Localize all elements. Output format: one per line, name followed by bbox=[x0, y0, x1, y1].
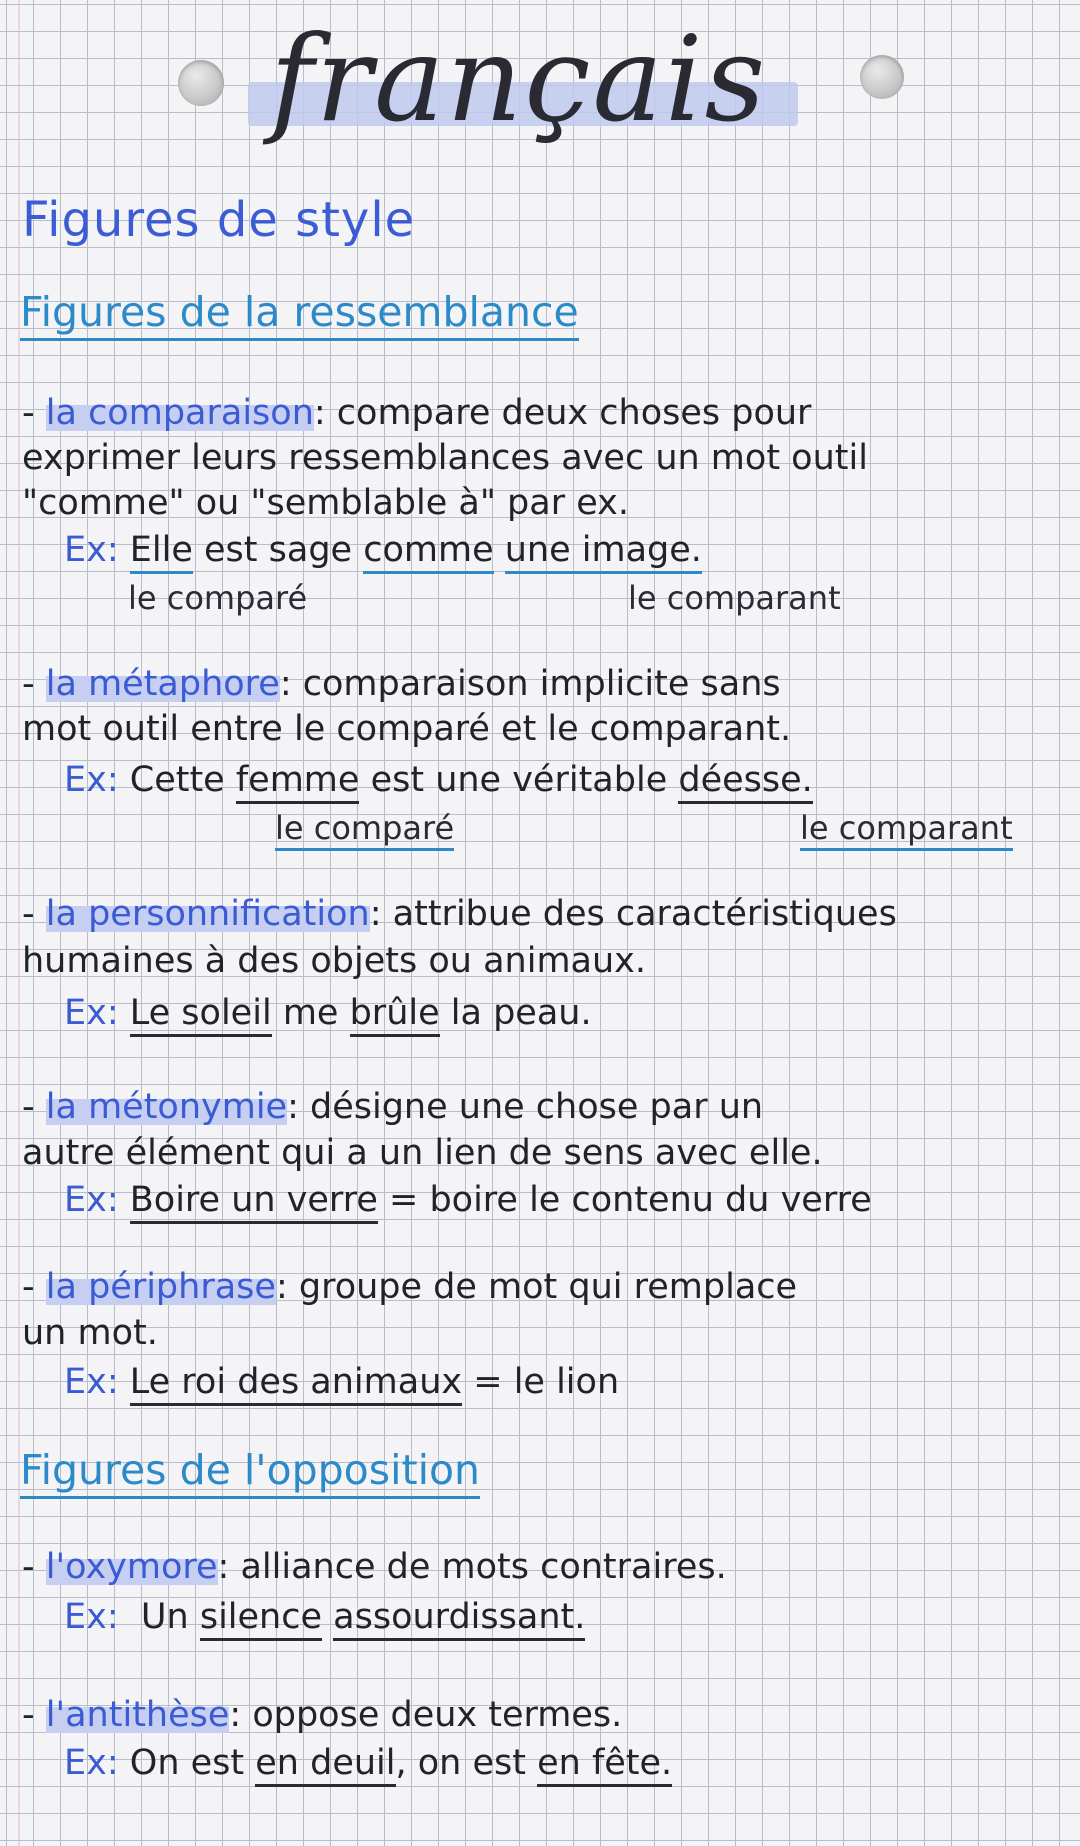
term-metaphore: la métaphore bbox=[45, 664, 280, 704]
definition-line: "comme" ou "semblable à" par ex. bbox=[22, 483, 629, 523]
term-antithese: l'antithèse bbox=[45, 1695, 230, 1735]
punch-hole-left bbox=[178, 60, 224, 106]
label-comparant: le comparant bbox=[628, 579, 841, 617]
definition-line: autre élément qui a un lien de sens avec elle. bbox=[22, 1133, 823, 1173]
page-title: français bbox=[270, 10, 768, 148]
label-compare: le comparé bbox=[275, 812, 454, 844]
definition-line: humaines à des objets ou animaux. bbox=[22, 941, 647, 981]
label-compare: le comparé bbox=[128, 579, 308, 617]
item-metonymie: - la métonymie: désigne une chose par un bbox=[22, 1087, 764, 1127]
definition-line: mot outil entre le comparé et le comparant. bbox=[22, 709, 792, 749]
heading-opposition: Figures de l'opposition bbox=[20, 1446, 480, 1494]
example-personnification: Ex: Le soleil me brûle la peau. bbox=[64, 996, 592, 1031]
term-periphrase: la périphrase bbox=[45, 1267, 276, 1307]
definition-line: exprimer leurs ressemblances avec un mot outil bbox=[22, 438, 868, 478]
section-title: Figures de style bbox=[22, 192, 416, 248]
example-periphrase: Ex: Le roi des animaux = le lion bbox=[64, 1365, 619, 1400]
margin-line bbox=[18, 0, 20, 1846]
example-comparaison: Ex: Elle est sage comme une image. bbox=[64, 533, 702, 568]
item-oxymore: - l'oxymore: alliance de mots contraires. bbox=[22, 1547, 727, 1587]
term-comparaison: la comparaison bbox=[45, 393, 314, 433]
term-oxymore: l'oxymore bbox=[45, 1547, 218, 1587]
example-metaphore: Ex: Cette femme est une véritable déesse. bbox=[64, 763, 813, 798]
punch-hole-right bbox=[860, 55, 904, 99]
example-metonymie: Ex: Boire un verre = boire le contenu du verre bbox=[64, 1183, 872, 1218]
label-comparant: le comparant bbox=[800, 812, 1013, 844]
item-metaphore: - la métaphore: comparaison implicite sans bbox=[22, 664, 781, 704]
term-metonymie: la métonymie bbox=[45, 1087, 288, 1127]
item-personnification: - la personnification: attribue des caractéristiques bbox=[22, 894, 897, 934]
definition-line: un mot. bbox=[22, 1313, 158, 1353]
example-oxymore: Ex: Un silence assourdissant. bbox=[64, 1600, 585, 1635]
item-comparaison: - la comparaison: compare deux choses pour bbox=[22, 393, 812, 433]
item-periphrase: - la périphrase: groupe de mot qui remplace bbox=[22, 1267, 798, 1307]
item-antithese: - l'antithèse: oppose deux termes. bbox=[22, 1695, 623, 1735]
example-antithese: Ex: On est en deuil, on est en fête. bbox=[64, 1746, 672, 1781]
term-personnification: la personnification bbox=[45, 894, 370, 934]
heading-ressemblance: Figures de la ressemblance bbox=[20, 288, 579, 336]
